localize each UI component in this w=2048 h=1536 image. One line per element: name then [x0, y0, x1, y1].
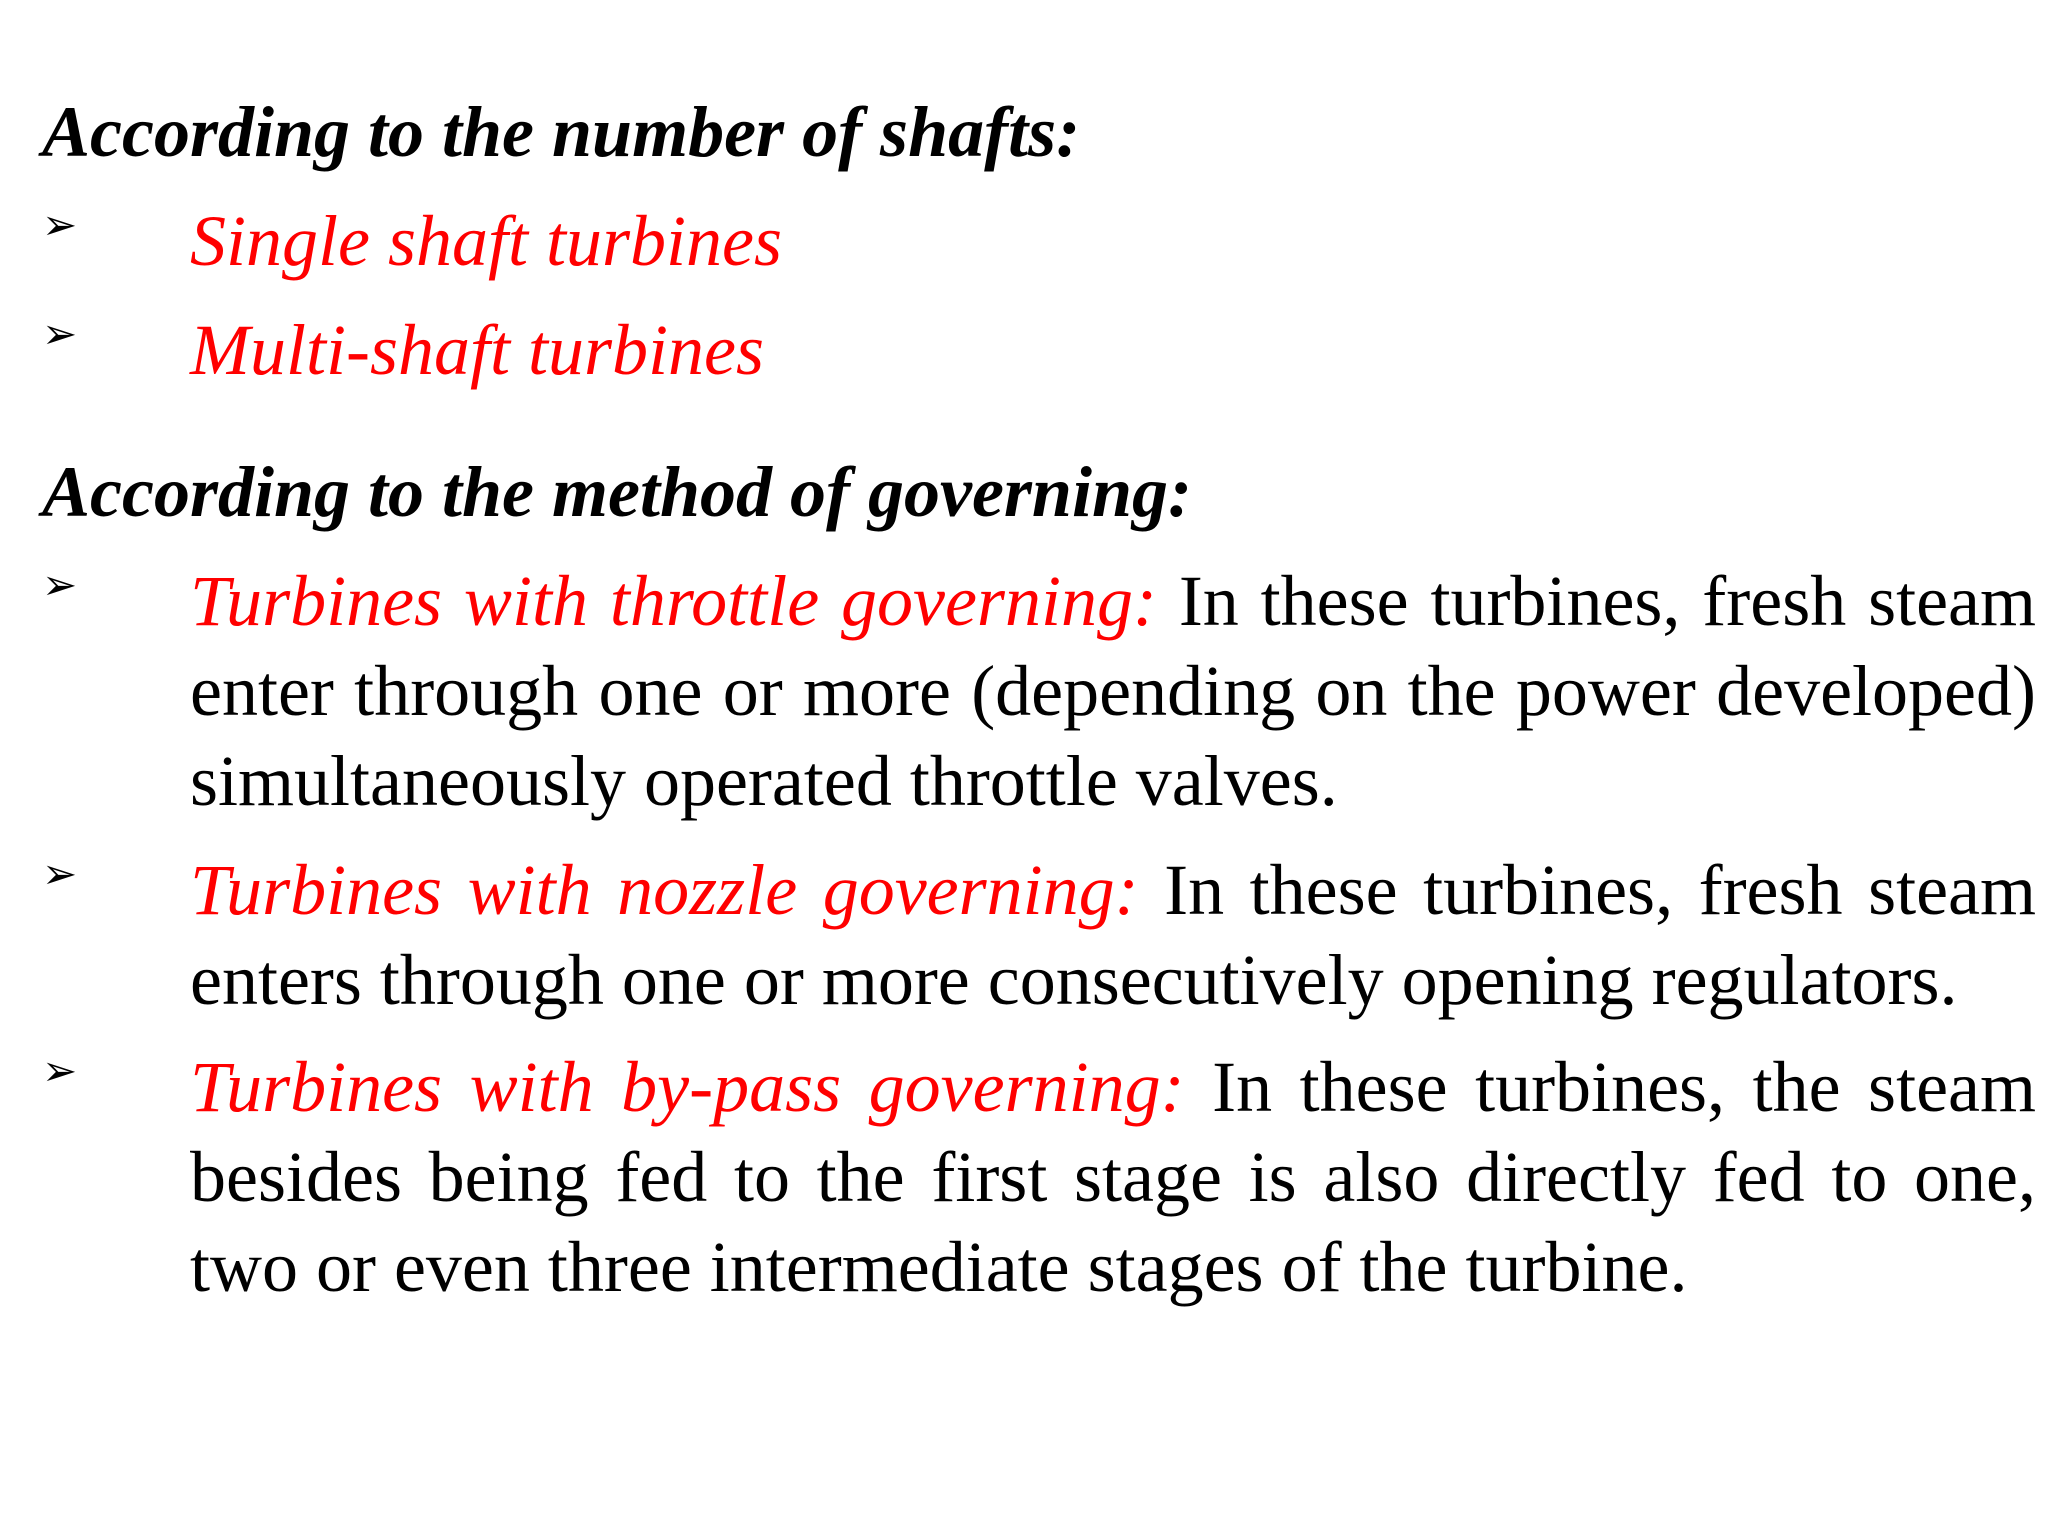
item-term: Single shaft turbines: [190, 201, 782, 281]
arrow-bullet-icon: ➢: [42, 1046, 78, 1095]
item-term: Multi-shaft turbines: [190, 310, 764, 390]
item-description: In these turbines, the steam besides being fed to the first stage is also directly fed to one, two or even three intermediate stages of the turbine.: [190, 1047, 2036, 1307]
item-description: In these turbines, fresh steam enters through one or more consecutively opening regulators.: [190, 850, 2037, 1020]
arrow-bullet-icon: ➢: [42, 560, 78, 609]
list-item-text: [190, 845, 2036, 1025]
section-heading-governing: According to the method of governing:: [42, 452, 1192, 532]
item-term: Turbines with throttle governing:: [190, 561, 1157, 641]
list-item-text: [190, 556, 2036, 826]
item-term: Turbines with nozzle governing:: [190, 850, 1139, 930]
arrow-bullet-icon: ➢: [42, 200, 78, 249]
item-term: Turbines with by-pass governing:: [190, 1047, 1185, 1127]
list-item-text: [190, 1042, 2036, 1312]
list-item-text: [190, 196, 2036, 286]
item-description: In these turbines, fresh steam enter through one or more (depending on the power developed) simultaneously operated throttle valves.: [190, 561, 2037, 821]
arrow-bullet-icon: ➢: [42, 309, 78, 358]
section-heading-shafts: According to the number of shafts:: [42, 92, 1081, 172]
list-item-text: [190, 305, 2036, 395]
arrow-bullet-icon: ➢: [42, 849, 78, 898]
